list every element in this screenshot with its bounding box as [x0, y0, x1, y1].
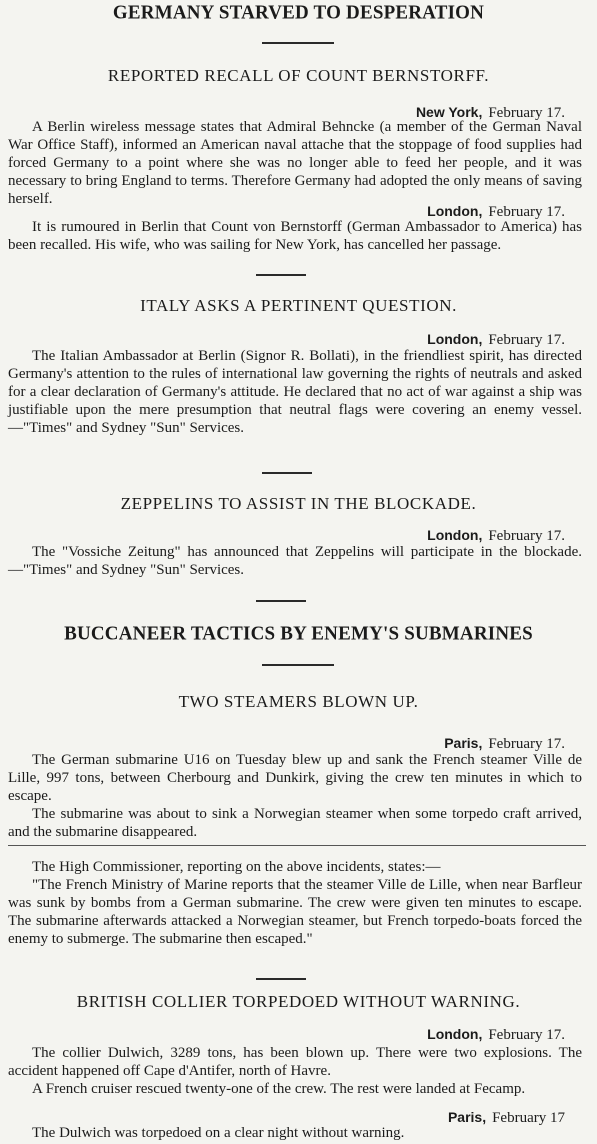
article-body — [8, 1124, 582, 1142]
divider — [262, 42, 334, 44]
dateline-date: February 17. — [488, 204, 565, 220]
dateline-date: February 17. — [488, 105, 565, 121]
paragraph: A French cruiser rescued twenty-one of the crew. The rest were landed at Fecamp. — [32, 1081, 526, 1097]
paragraph: The High Commissioner, reporting on the above incidents, states:— — [32, 859, 441, 875]
divider — [256, 274, 306, 276]
article-body — [8, 347, 582, 437]
paragraph: The German submarine U16 on Tuesday blew up and sank the French steamer Ville de Lille, 997 tons, between Cherbourg and Dunkirk, giving the crew ten minutes in which to escape. — [8, 752, 582, 804]
dateline-place: London, — [427, 331, 483, 347]
dateline-place: London, — [427, 1026, 483, 1042]
article-title: ITALY ASKS A PERTINENT QUESTION. — [140, 296, 457, 315]
dateline-date: February 17. — [488, 332, 565, 348]
article-title: REPORTED RECALL OF COUNT BERNSTORFF. — [107, 66, 490, 85]
article-body — [8, 118, 582, 208]
dateline-place: London, — [427, 203, 483, 219]
dateline-place: New York, — [415, 104, 483, 120]
divider — [256, 978, 306, 980]
article-title: TWO STEAMERS BLOWN UP. — [178, 692, 419, 711]
article-body — [8, 858, 582, 948]
divider — [256, 600, 306, 602]
article-body — [8, 218, 582, 254]
paragraph: A Berlin wireless message states that Admiral Behncke (a member of the German Naval War Office Staff), informed an American naval attache that the stoppage of food supplies had forced Germany to a point where she was no longer able to feed her people, and it was necessary to bring England to terms. Therefore Germany had adopted the only means of saving herself. — [8, 119, 582, 207]
divider — [262, 472, 312, 474]
dateline-place: Paris, — [447, 1109, 487, 1125]
dateline-place: London, — [427, 527, 483, 543]
divider — [8, 845, 586, 846]
divider — [262, 664, 334, 666]
paragraph: The collier Dulwich, 3289 tons, has been blown up. There were two explosions. The accident happened off Cape d'Antifer, north of Havre. — [8, 1045, 582, 1079]
article-body — [8, 751, 582, 841]
paragraph: It is rumoured in Berlin that Count von Bernstorff (German Ambassador to America) has been recalled. His wife, who was sailing for New York, has cancelled her passage. — [8, 219, 582, 253]
dateline-date: February 17 — [492, 1110, 565, 1126]
paragraph: The submarine was about to sink a Norwegian steamer when some torpedo craft arrived, and the submarine disappeared. — [8, 806, 582, 840]
article-body — [8, 1044, 582, 1098]
main-headline: GERMANY STARVED TO DESPERATION — [112, 1, 485, 24]
article-title: ZEPPELINS TO ASSIST IN THE BLOCKADE. — [120, 494, 477, 513]
paragraph: "The French Ministry of Marine reports that the steamer Ville de Lille, when near Barfleur was sunk by bombs from a German submarine. The crew were given ten minutes to escape. The submarine afterwards attacked a Norwegian steamer, but French torpedo-boats forced the enemy to submerge. The submarine then escaped." — [8, 877, 582, 947]
dateline-date: February 17. — [488, 736, 565, 752]
article-title: BRITISH COLLIER TORPEDOED WITHOUT WARNING. — [76, 992, 521, 1011]
paragraph: The Italian Ambassador at Berlin (Signor R. Bollati), in the friendliest spirit, has directed Germany's attention to the rules of international law governing the rights of neutrals and asked for a clear declaration of Germany's attitude. He declared that no act of war against a ship was justifiable upon the mere presumption that neutral flags were covering an enemy vessel.—"Times" and Sydney "Sun" Services. — [8, 348, 582, 436]
dateline-place: Paris, — [444, 735, 483, 751]
paragraph: The "Vossiche Zeitung" has announced that Zeppelins will participate in the blockade.—"Times" and Sydney "Sun" Services. — [8, 544, 582, 578]
dateline-date: February 17. — [488, 1027, 565, 1043]
second-headline: BUCCANEER TACTICS BY ENEMY'S SUBMARINES — [64, 622, 533, 645]
article-body — [8, 543, 582, 579]
dateline-date: February 17. — [488, 528, 565, 544]
dateline — [427, 1026, 565, 1044]
paragraph: The Dulwich was torpedoed on a clear night without warning. — [32, 1125, 405, 1141]
